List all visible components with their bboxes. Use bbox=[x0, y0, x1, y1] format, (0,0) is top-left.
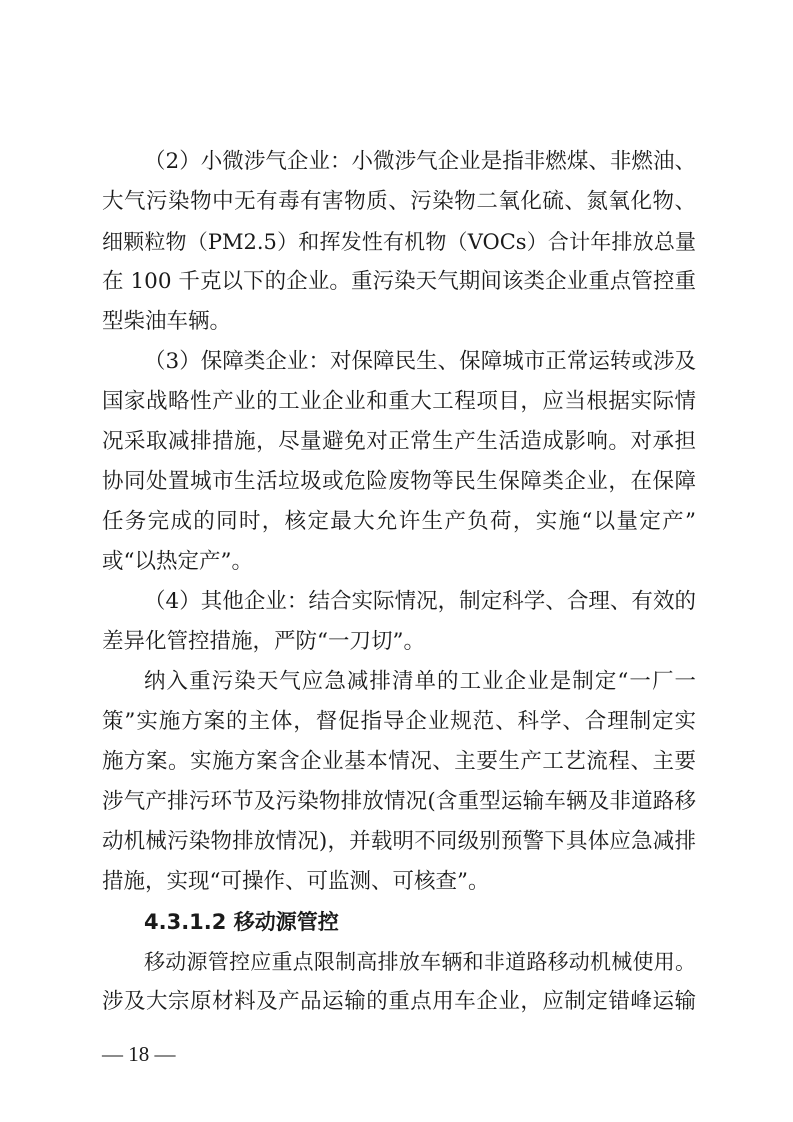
section-heading: 4.3.1.2 移动源管控 bbox=[144, 910, 339, 934]
paragraph-4-line-5: 动机械污染物排放情况)，并载明不同级别预警下具体应急减排 bbox=[102, 829, 696, 854]
paragraph-2-line-2: 国家战略性产业的工业企业和重大工程项目，应当根据实际情 bbox=[102, 389, 696, 414]
paragraph-1-line-3: 细颗粒物（PM2.5）和挥发性有机物（VOCs）合计年排放总量 bbox=[102, 230, 696, 254]
page-number: — 18 — bbox=[102, 1042, 176, 1066]
paragraph-2-line-6: 或“以热定产”。 bbox=[102, 549, 253, 574]
paragraph-4-line-2: 策”实施方案的主体，督促指导企业规范、科学、合理制定实 bbox=[102, 709, 696, 734]
paragraph-1-line-2: 大气污染物中无有毒有害物质、污染物二氧化硫、氮氧化物、 bbox=[102, 189, 696, 214]
paragraph-4-line-3: 施方案。实施方案含企业基本情况、主要生产工艺流程、主要 bbox=[102, 749, 696, 774]
paragraph-2-line-1: （3）保障类企业：对保障民生、保障城市正常运转或涉及 bbox=[144, 349, 696, 374]
paragraph-3-line-2: 差异化管控措施，严防“一刀切”。 bbox=[102, 629, 425, 654]
paragraph-4-line-1: 纳入重污染天气应急减排清单的工业企业是制定“一厂一 bbox=[144, 669, 696, 694]
paragraph-5-line-1: 移动源管控应重点限制高排放车辆和非道路移动机械使用。 bbox=[144, 950, 696, 974]
paragraph-2-line-3: 况采取减排措施，尽量避免对正常生产生活造成影响。对承担 bbox=[102, 429, 696, 454]
paragraph-1-line-5: 型柴油车辆。 bbox=[102, 309, 232, 334]
paragraph-4-line-6: 措施，实现“可操作、可监测、可核查”。 bbox=[102, 869, 490, 894]
paragraph-1-line-4: 在 100 千克以下的企业。重污染天气期间该类企业重点管控重 bbox=[102, 269, 696, 294]
paragraph-1-line-1: （2）小微涉气企业：小微涉气企业是指非燃煤、非燃油、 bbox=[144, 149, 696, 174]
paragraph-2-line-5: 任务完成的同时，核定最大允许生产负荷，实施“以量定产” bbox=[102, 509, 696, 534]
paragraph-2-line-4: 协同处置城市生活垃圾或危险废物等民生保障类企业，在保障 bbox=[102, 469, 696, 494]
paragraph-4-line-4: 涉气产排污环节及污染物排放情况(含重型运输车辆及非道路移 bbox=[102, 789, 696, 814]
paragraph-3-line-1: （4）其他企业：结合实际情况，制定科学、合理、有效的 bbox=[144, 589, 696, 614]
paragraph-5-line-2: 涉及大宗原材料及产品运输的重点用车企业，应制定错峰运输 bbox=[102, 989, 696, 1014]
